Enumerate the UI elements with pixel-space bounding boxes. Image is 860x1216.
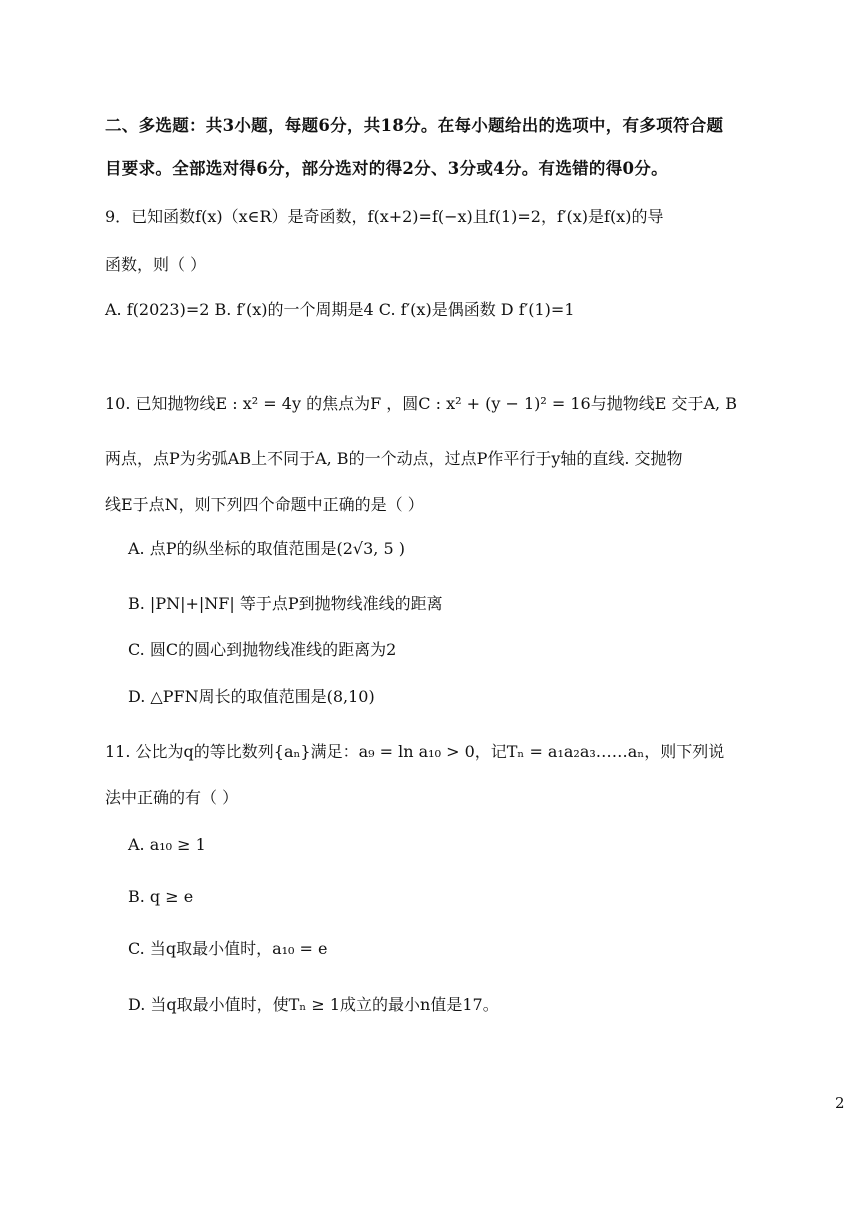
question-11-option-d: D. 当q取最小值时，使Tₙ ≥ 1成立的最小n值是17。 (128, 995, 499, 1014)
question-10-stem-line-1: 10. 已知抛物线E : x² = 4y 的焦点为F ，圆C : x² + (y − 1)² = 16与抛物线E 交于A, B (105, 394, 737, 413)
question-11-option-c: C. 当q取最小值时，a₁₀ = e (128, 939, 328, 958)
question-10-stem-line-2: 两点，点P为劣弧AB上不同于A, B的一个动点，过点P作平行于y轴的直线. 交抛物 (105, 449, 683, 468)
page-number: 2 (835, 1094, 845, 1112)
question-11-option-b: B. q ≥ e (128, 887, 194, 906)
section-header-line-2: 目要求。全部选对得6分，部分选对的得2分、3分或4分。有选错的得0分。 (105, 159, 668, 178)
question-10-stem-line-3: 线E于点N，则下列四个命题中正确的是（ ） (105, 495, 424, 514)
section-header-line-1: 二、多选题：共3小题，每题6分，共18分。在每小题给出的选项中，有多项符合题 (105, 116, 724, 135)
question-9-stem-line-1: 9．已知函数f(x)（x∈R）是奇函数，f(x+2)=f(−x)且f(1)=2，f′(x)是f(x)的导 (105, 207, 664, 226)
question-10-option-b: B. |PN|+|NF| 等于点P到抛物线准线的距离 (128, 594, 443, 613)
question-11-stem-line-1: 11. 公比为q的等比数列{aₙ}满足：a₉ = ln a₁₀ > 0，记Tₙ = a₁a₂a₃……aₙ，则下列说 (105, 742, 725, 761)
question-9-options: A. f(2023)=2 B. f′(x)的一个周期是4 C. f′(x)是偶函数 D f′(1)=1 (105, 300, 575, 319)
question-10-option-a: A. 点P的纵坐标的取值范围是(2√3, 5 ) (128, 539, 405, 558)
question-11-option-a: A. a₁₀ ≥ 1 (128, 835, 206, 854)
question-11-stem-line-2: 法中正确的有（ ） (105, 788, 239, 807)
question-10-option-d: D. △PFN周长的取值范围是(8,10) (128, 687, 375, 706)
question-10-option-c: C. 圆C的圆心到抛物线准线的距离为2 (128, 640, 397, 659)
question-9-stem-line-2: 函数，则（ ） (105, 255, 207, 274)
